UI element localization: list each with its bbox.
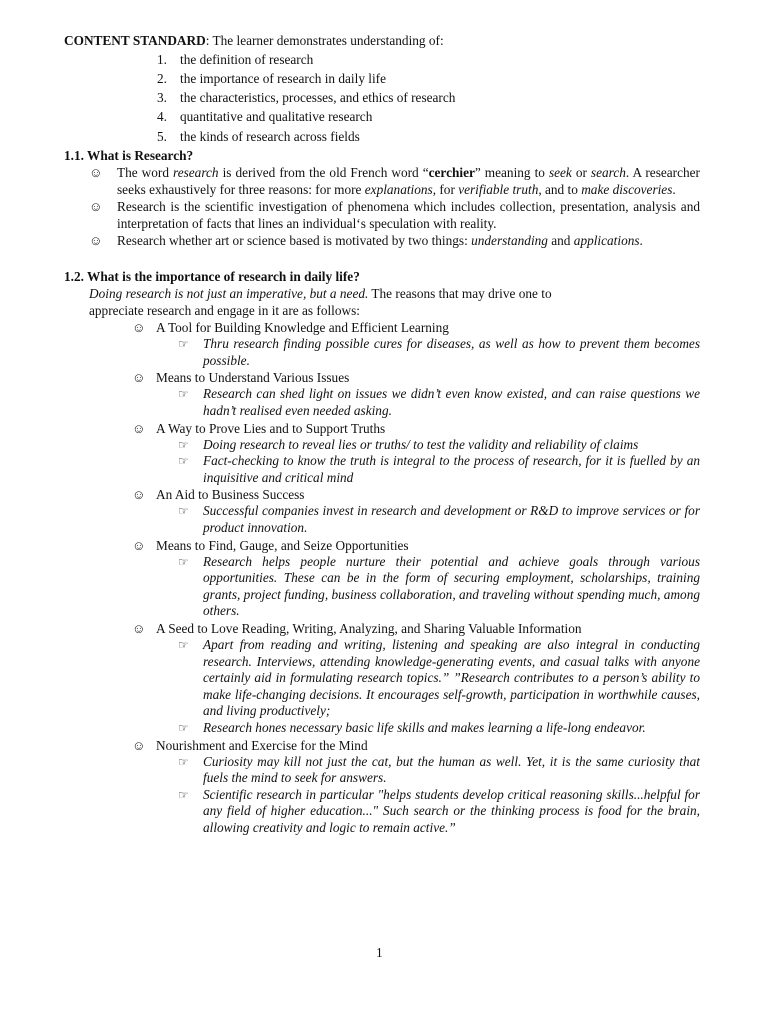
list-item: 4. quantitative and qualitative research: [157, 109, 373, 125]
list-item: ☺ An Aid to Business Success: [132, 487, 305, 503]
smiley-icon: ☺: [132, 320, 146, 336]
pointing-hand-icon: ☞: [178, 787, 189, 802]
list-item: ☺ A Seed to Love Reading, Writing, Analyzing, and Sharing Valuable Information: [132, 620, 582, 636]
pointing-hand-icon: ☞: [178, 437, 189, 452]
list-item: 3. the characteristics, processes, and ethics of research: [157, 90, 456, 106]
list-item: ☞ Research can shed light on issues we didn’t even know existed, and can raise questions we hadn’t realised even needed asking.: [178, 386, 700, 419]
content-standard: [64, 33, 700, 50]
smiley-icon: ☺: [132, 620, 146, 636]
pointing-hand-icon: ☞: [178, 754, 189, 769]
list-item: [89, 233, 700, 250]
smiley-icon: ☺: [132, 370, 146, 386]
list-item: ☞ Scientific research in particular "helps students develop critical reasoning skills...helpful for any field of higher education..." Such search or the thinking process is food for the brain, allowing creativity and logic to remain active.”: [178, 786, 700, 835]
intro-paragraph: Doing research is not just an imperative, but a need. The reasons that may drive one to appreciate research and engage in it are as follows:: [89, 286, 552, 318]
list-item: ☺ Nourishment and Exercise for the Mind: [132, 737, 368, 753]
list-item: ☞ Doing research to reveal lies or truths/ to test the validity and reliability of claims: [178, 436, 639, 452]
list-item: [89, 165, 700, 198]
list-item: [89, 199, 700, 232]
paragraph: Research whether art or science based is motivated by two things: understanding and applications.: [117, 233, 643, 249]
pointing-hand-icon: ☞: [178, 337, 189, 352]
section-heading-1-1: 1.1. What is Research?: [64, 148, 194, 164]
smiley-icon: ☺: [89, 233, 103, 249]
list-item: ☺ Means to Find, Gauge, and Seize Opportunities: [132, 537, 409, 553]
content-standard-text: : The learner demonstrates understanding of:: [205, 33, 444, 48]
list-item: ☞ Research hones necessary basic life skills and makes learning a life-long endeavor.: [178, 719, 646, 735]
smiley-icon: ☺: [89, 165, 103, 181]
smiley-icon: ☺: [132, 487, 146, 503]
list-item: ☞ Fact-checking to know the truth is integral to the process of research, for it is fuelled by an inquisitive and critical mind: [178, 453, 700, 485]
pointing-hand-icon: ☞: [178, 554, 189, 569]
section-heading-1-2: 1.2. What is the importance of research in daily life?: [64, 269, 360, 285]
list-item: ☞ Successful companies invest in research and development or R&D to improve services or for product innovation.: [178, 503, 700, 535]
smiley-icon: ☺: [132, 537, 146, 553]
pointing-hand-icon: ☞: [178, 504, 189, 519]
smiley-icon: ☺: [89, 199, 103, 215]
list-item: 2. the importance of research in daily life: [157, 70, 387, 86]
smiley-icon: ☺: [132, 420, 146, 436]
paragraph: The word research is derived from the old French word “cerchier” meaning to seek or search. A researcher seeks exhaustively for three reasons: for more explanations, for verifiable truth, and to make discoveries.: [117, 165, 700, 197]
content-standard-label: CONTENT STANDARD: [64, 33, 206, 48]
content-standard-list: [157, 50, 700, 146]
pointing-hand-icon: ☞: [178, 387, 189, 402]
pointing-hand-icon: ☞: [178, 637, 189, 652]
paragraph: Research is the scientific investigation of phenomena which includes collection, presentation, analysis and interpretation of facts that lines an individual‘s speculation with reality.: [117, 199, 700, 231]
list-item: 1. the definition of research: [157, 51, 314, 67]
list-item: ☞ Curiosity may kill not just the cat, but the human as well. Yet, it is the same curiosity that fuels the mind to seek for answers.: [178, 753, 700, 786]
list-item: 5. the kinds of research across fields: [157, 128, 360, 144]
page-number: 1: [376, 945, 383, 960]
list-item: ☺ A Way to Prove Lies and to Support Truths: [132, 420, 386, 436]
list-item: ☺ Means to Understand Various Issues: [132, 370, 350, 386]
list-item: ☞ Research helps people nurture their potential and achieve goals through various opportunities. These can be in the form of securing employment, scholarships, training grants, project funding, business collaboration, and traveling without spending much, among others.: [178, 553, 700, 619]
list-item: ☞ Apart from reading and writing, listening and speaking are also integral in conducting research. Interviews, attending knowledge-generating events, and casual talks with anyone certainly aid in formulating research topics.” ”Research contributes to a person’s ability to make life-changing decisions. It encourages self-growth, participation in worthwhile causes, and living productively;: [178, 636, 700, 719]
pointing-hand-icon: ☞: [178, 454, 189, 469]
pointing-hand-icon: ☞: [178, 720, 189, 735]
smiley-icon: ☺: [132, 737, 146, 753]
list-item: ☺ A Tool for Building Knowledge and Efficient Learning: [132, 320, 449, 336]
list-item: ☞ Thru research finding possible cures for diseases, as well as how to prevent them becomes possible.: [178, 336, 700, 368]
